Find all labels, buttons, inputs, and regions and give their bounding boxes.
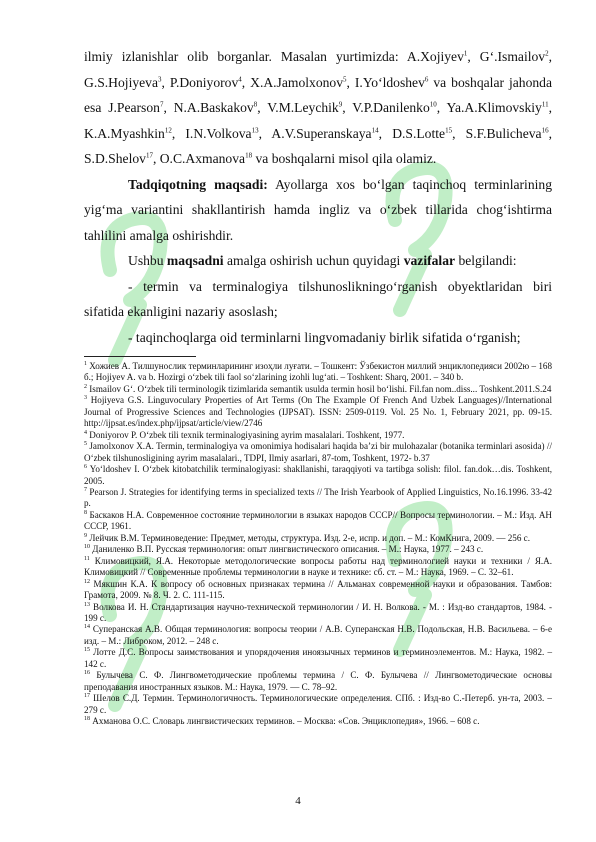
footnote <box>84 384 552 395</box>
footnote <box>84 464 552 487</box>
footnote-text: Pearson J. Strategies for identifying terms in specialized texts // The Irish Yearbook of Applied Linguistics, No.16.1996. 33-42 p. <box>84 486 552 509</box>
footnote <box>84 716 552 727</box>
footnote <box>84 441 552 464</box>
researcher-name: A.Xojiyev <box>406 49 464 64</box>
researcher-name: S.D.Shelov <box>84 151 146 166</box>
footnote-number: 4 <box>84 429 87 436</box>
footnote-ref[interactable]: 9 <box>338 100 343 109</box>
footnote-ref[interactable]: 16 <box>541 125 549 134</box>
footnote-number: 11 <box>84 555 90 562</box>
researcher-name: D.S.Lotte <box>392 125 446 141</box>
researcher-name: K.A.Myashkin <box>84 125 165 141</box>
footnote-text: Лотте Д.С. Вопросы заимствования и упорядочения иноязычных терминов и терминоэлементов. М.: Наука, 1982. – 142 с. <box>84 647 552 669</box>
task-text: - taqinchoqlarga oid terminlarni lingvomadaniy birlik sifatida o‘rganish; <box>128 329 521 345</box>
footnote-ref[interactable]: 17 <box>145 151 153 160</box>
footnote-ref[interactable]: 4 <box>238 74 242 83</box>
task-text: - termin va terminalogiya tilshunoslikningo‘rganish obyektlaridan biri sifatida ekanligini nazariy asoslash; <box>84 278 552 319</box>
footnote-number: 7 <box>84 486 87 493</box>
footnote-text: Булычева С. Ф. Лингвометодические проблемы термина / С. Ф. Булычева // Лингвометодические основы преподавания иностранных языков. М.: Наука, 1979. — С. 78–92. <box>84 670 553 692</box>
footnote <box>84 556 552 579</box>
footnote-text: Ismailov G‘. O‘zbek tili terminologik tizimlarida semantik usulda termin hosil bo‘lishi. Fil.fan nom..diss... Toshkent.2011.S.24 <box>89 383 552 394</box>
footnote-text: Yo‘ldoshev I. O‘zbek kitobatchilik terminalogiyasi: shakllanishi, taraqqiyoti va tartibga solish: filol. fan.dok…dis. Toshkent, 2005. <box>84 464 552 486</box>
footnote <box>84 693 552 716</box>
footnote-ref[interactable]: 5 <box>343 74 347 83</box>
footnote-text: Jamolxonov X.A. Termin, terminalogiya va omonimiya hodisalari haqida ba’zi bir mulohazalar (botanika terminlari asosida) // O‘zbek tilshunosligining ayrim masalalari., TDPI, Ilmiy asarlari, 87-tom, Toshkent, 1972- b.37 <box>84 441 552 463</box>
goal-heading: Tadqiqotning maqsadi: <box>128 176 268 192</box>
footnote-number: 5 <box>84 441 87 448</box>
paragraph-text: Ushbu <box>128 253 164 268</box>
footnote-number: 12 <box>84 578 90 585</box>
footnote-ref[interactable]: 7 <box>159 100 164 109</box>
researcher-name: X.A.Jamolxonov <box>250 74 344 90</box>
footnote-text: Doniyorov P. O‘zbek tili texnik terminalogiyasining ayrim masalalari. Toshkent, 1977. <box>89 429 405 440</box>
footnote <box>84 544 552 555</box>
footnote <box>84 533 552 544</box>
footnote-text: Хожиев А. Тилшунослик терминларининг изоҳли луғати. – Тошкент: Ўзбекистон миллий энциклопедияси 2002ю – 168 б.; Hojiyev A. va b. Hozirgi o‘zbek tili faol so‘zlarining izohli lug‘ati. – Toshkent: Sharq, 2001. – 340 b. <box>84 361 552 383</box>
footnote-ref[interactable]: 12 <box>164 125 172 134</box>
footnote-text: Суперанская А.В. Общая терминология: вопросы теории / А.В. Суперанская Н.В. Подольская, Н.В. Васильева. – 6-е изд. – М.: Либроком, 2012. – 248 с. <box>84 624 552 646</box>
footnote-divider <box>84 356 196 357</box>
footnote <box>84 430 552 441</box>
footnote-ref[interactable]: 18 <box>245 151 253 160</box>
footnote-text: Ахманова О.С. Словарь лингвистических терминов. – Москва: «Сов. Энциклопедия», 1966. – 608 с. <box>92 716 480 727</box>
footnote <box>84 602 552 625</box>
footnote <box>84 361 552 384</box>
footnote-number: 14 <box>84 624 90 631</box>
bold-term: vazifalar <box>403 253 456 268</box>
researcher-name: I.Yo‘ldoshev <box>354 74 425 90</box>
footnote-text: Hojiyeva G.S. Linguvoculary Properties of Art Terms (On The Example Of French And Uzbek Languages)//International Journal of Progressive Sciences and Technologies (IJPSAT). ISSN: 2509-0119. Vol. 25 No. 1, February 2021, pp. 09-15. http://ijpsat.es/index.php/ijpsat/article/view/2746 <box>84 395 552 429</box>
footnote <box>84 510 552 533</box>
footnote-number: 13 <box>84 601 90 608</box>
footnote-number: 2 <box>84 383 87 390</box>
researcher-name: S.F.Bulicheva <box>465 125 542 141</box>
footnote-number: 1 <box>84 360 87 367</box>
footnote <box>84 624 552 647</box>
researcher-name: G.S.Hojiyeva <box>84 74 159 90</box>
paragraph-goal <box>84 172 552 249</box>
paragraph-tasks-intro <box>84 248 552 274</box>
paragraph-researchers: ilmiy izlanishlar olib borganlar. Masalan yurtimizda: A.Xojiyev$^1$, G‘.Ismailov$^2$, G.S.Hojiyeva$^3$, P.Doniyorov$^4$, X.A.Jamolxonov$^5$, I.Yo‘ldoshev$^6$ va boshqalar jahonda esa J.Pearson$^7$, N.A.Baskakov$^8$, V.M.Leychik$^9$, V.P.Danilenko$^{10}$, Ya.A.Klimovskiy$^{11}$, K.A.Myashkin$^{12}$, I.N.Volkova$^{13}$, A.V.Superanskaya$^{14}$, D.S.Lotte$^{15}$, S.F.Bulicheva$^{16}$, S.D.Shelov$^{17}$, O.C.Axmanova$^{18}$ va boshqalarni misol qila olamiz. <box>84 49 553 166</box>
footnote-text: Шелов С.Д. Термин. Терминологичность. Терминологические определения. СПб. : Изд-во С.-Петерб. ун-та, 2003. – 279 с. <box>84 693 552 715</box>
footnote-ref[interactable]: 8 <box>253 100 258 109</box>
footnote-text: Климовицкий, Я.А. Некоторые методологические вопросы работы над терминологией науки и техники / Я.А. Климовицкий // Современные проблемы терминологии в науке и технике: сб. ст. – М.: Наука, 1969. – С. 32–61. <box>84 555 552 578</box>
footnote-number: 6 <box>84 464 87 471</box>
bold-term: maqsadni <box>166 253 224 268</box>
researcher-name: N.A.Baskakov <box>173 100 254 115</box>
researcher-name: I.N.Volkova <box>185 125 252 141</box>
footnote <box>84 647 552 670</box>
researcher-name: G‘.Ismailov <box>479 49 546 64</box>
footnote-ref[interactable]: 2 <box>545 49 549 58</box>
footnote-ref[interactable]: 15 <box>445 125 453 134</box>
footnote-number: 16 <box>84 670 90 677</box>
footnote-ref[interactable]: 3 <box>158 74 162 83</box>
researcher-name: P.Doniyorov <box>169 74 239 90</box>
footnote-ref[interactable]: 10 <box>429 100 437 109</box>
footnote-text: Волкова И. Н. Стандартизация научно-технической терминологии / И. Н. Волкова. - М. : Изд-во стандартов, 1984. - 199 с. <box>84 601 552 623</box>
task-list-item <box>84 274 552 325</box>
paragraph-text: va boshqalarni misol qila olamiz. <box>255 151 437 166</box>
researcher-name: O.C.Axmanova <box>159 151 246 166</box>
footnote <box>84 670 552 693</box>
footnote-number: 3 <box>84 395 87 402</box>
footnote-ref[interactable]: 1 <box>463 49 468 58</box>
paragraph-text: belgilandi: <box>458 253 517 268</box>
page-content <box>84 44 552 728</box>
footnote-text: Баскаков Н.А. Современное состояние терминологии в языках народов СССР// Вопросы терминологии. – М.: Изд. АН СССР, 1961. <box>84 509 552 532</box>
footnote-ref[interactable]: 6 <box>424 74 429 83</box>
footnote-number: 18 <box>84 716 90 723</box>
paragraph-text: ilmiy izlanishlar olib borganlar. Masalan yurtimizda: <box>84 49 399 64</box>
footnote-number: 10 <box>84 544 90 551</box>
footnote-ref[interactable]: 14 <box>371 125 379 134</box>
footnotes <box>84 361 552 728</box>
researcher-name: V.P.Danilenko <box>352 100 430 115</box>
researcher-name: V.M.Leychik <box>267 100 339 115</box>
footnote-ref[interactable]: 13 <box>251 125 259 134</box>
footnote <box>84 487 552 510</box>
researcher-name: J.Pearson <box>108 100 160 115</box>
page-number: 4 <box>295 795 301 807</box>
task-list-item <box>84 325 552 351</box>
footnote-number: 15 <box>84 647 90 654</box>
footnote-text: Даниленко В.П. Русская терминология: опыт лингвистического описания. – М.: Наука, 1977. – 243 с. <box>92 544 484 555</box>
footnote-ref[interactable]: 11 <box>541 100 549 109</box>
goal-text: Ayollarga xos bo‘lgan taqinchoq terminlarining yig‘ma variantini shakllantirish hamda ingliz va o‘zbek tillarida chog‘ishtirma tahlilini amalga oshirishdir. <box>84 176 552 243</box>
footnote <box>84 579 552 602</box>
footnote-number: 17 <box>84 693 90 700</box>
footnote-text: Мякшин К.А. К вопросу об основных признаках термина // Альманах современной науки и образования. Тамбов: Грамота, 2009. № 8. Ч. 2. C. 111-115. <box>84 578 552 601</box>
researcher-name: Ya.A.Klimovskiy <box>446 100 542 115</box>
footnote <box>84 395 552 429</box>
footnote-text: Лейчик В.М. Терминоведение: Предмет, методы, структура. Изд. 2-е, испр. и доп. – М.: КомКнига, 2009. — 256 с. <box>89 532 530 543</box>
paragraph-text: amalga oshirish uchun quyidagi <box>226 253 401 268</box>
footnote-number: 8 <box>84 509 87 516</box>
researcher-name: A.V.Superanskaya <box>271 125 372 141</box>
paragraph-text: va boshqalar jahonda esa <box>84 74 553 115</box>
footnote-number: 9 <box>84 532 87 539</box>
